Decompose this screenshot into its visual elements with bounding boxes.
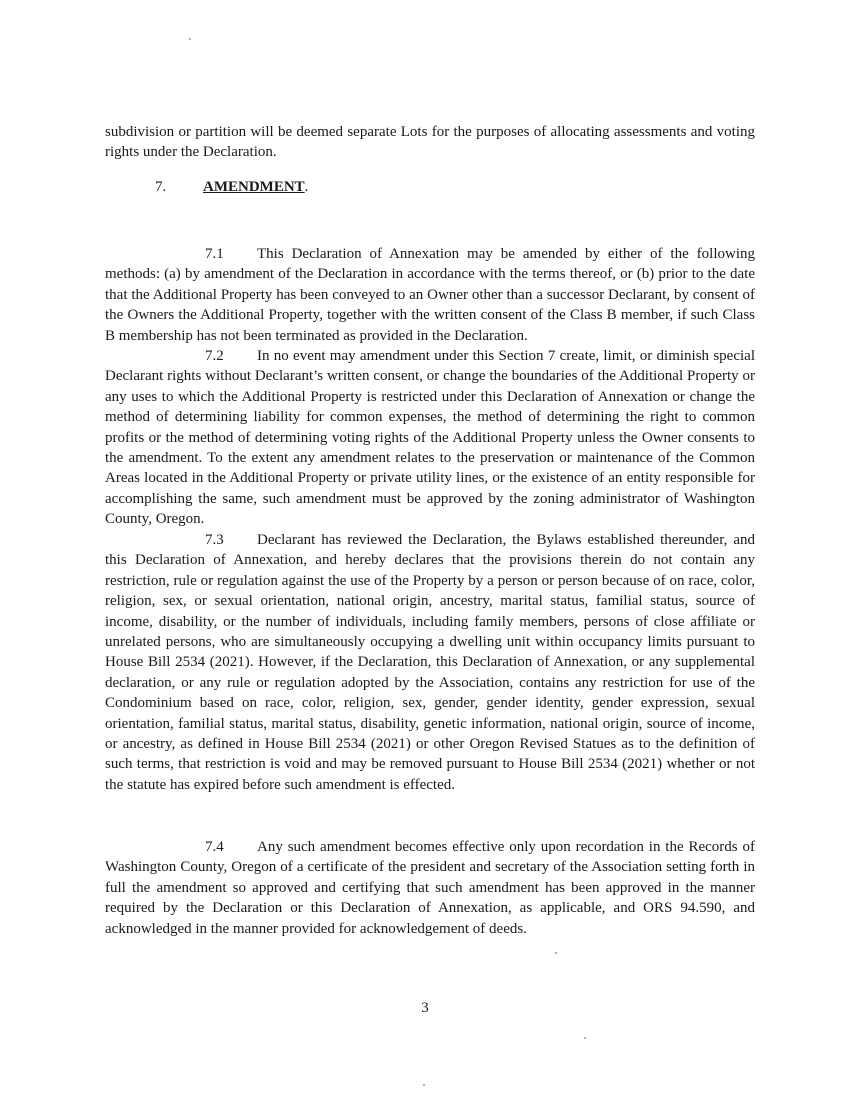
paragraph-text: In no event may amendment under this Section 7 create, limit, or diminish special Declarant rights without Declarant’s written consent, or change the boundaries of the Additional Property or any uses to which the Additional Property is restricted under this Declaration of Annexation or change the method of determining liability for common expenses, the method of determining the right to common profits or the method of determining voting rights of the Additional Property unless the Owner consents to the amendment. To the extent any amendment relates to the preservation or maintenance of the Common Areas located in the Additional Property or private utility lines, or the existence of an entity responsible for accomplishing the same, such amendment must be approved by the zoning administrator of Washington County, Oregon. — [105, 348, 755, 528]
paragraph-text: This Declaration of Annexation may be amended by either of the following methods: (a) by amendment of the Declaration in accordance with the terms thereof, or (b) prior to the date that the Additional Property has been conveyed to an Owner other than a successor Declarant, by consent of the Owners the Additional Property, together with the written consent of the Class B member, if such Class B membership has not been terminated as provided in the Declaration. — [105, 246, 755, 344]
page-number: 3 — [421, 1000, 429, 1016]
paragraph-number: 7.4 — [205, 839, 224, 855]
paragraph-number: 7.2 — [205, 348, 224, 364]
scan-speck — [189, 38, 191, 40]
paragraph-number: 7.3 — [205, 532, 224, 548]
paragraph-7-1 — [105, 244, 755, 346]
scan-speck — [584, 1037, 586, 1039]
scan-speck — [555, 952, 557, 954]
paragraph-number: 7.1 — [205, 246, 224, 262]
intro-paragraph: subdivision or partition will be deemed separate Lots for the purposes of allocating assessments and voting rights under the Declaration. — [105, 124, 755, 161]
section-title: AMENDMENT — [203, 179, 305, 195]
section-number: 7. — [155, 179, 167, 195]
paragraph-text: Any such amendment becomes effective only upon recordation in the Records of Washington County, Oregon of a certificate of the president and secretary of the Association setting forth in full the amendment so approved and certifying that such amendment has been approved in the manner required by the Declaration or this Declaration of Annexation, as applicable, and ORS 94.590, and acknowledged in the manner provided for acknowledgement of deeds. — [105, 839, 755, 937]
paragraph-text: Declarant has reviewed the Declaration, the Bylaws established thereunder, and this Declaration of Annexation, and hereby declares that the provisions therein do not contain any restriction, rule or regulation against the use of the Property by a person or person because of on race, color, religion, sex, or sexual orientation, national origin, ancestry, marital status, familial status, source of income, disability, or the number of individuals, including family members, persons of close affiliate or unrelated persons, who are simultaneously occupying a dwelling unit within occupancy limits pursuant to House Bill 2534 (2021). However, if the Declaration, this Declaration of Annexation, or any supplemental declaration, or any rule or regulation adopted by the Association, contains any restriction for use of the Condominium based on race, color, religion, sex, gender, gender identity, gender expression, sexual orientation, familial status, marital status, disability, genetic information, national origin, source of income, or ancestry, as defined in House Bill 2534 (2021) or other Oregon Revised Statues as to the definition of such terms, that restriction is void and may be removed pursuant to House Bill 2534 (2021) whether or not the statute has expired before such amendment is effected. — [105, 532, 755, 793]
section-title-punct: . — [304, 179, 309, 195]
paragraph-7-4 — [105, 837, 755, 939]
paragraph-7-2 — [105, 346, 755, 530]
section-heading — [155, 177, 308, 197]
scan-speck — [423, 1084, 425, 1086]
paragraph-7-3 — [105, 530, 755, 795]
